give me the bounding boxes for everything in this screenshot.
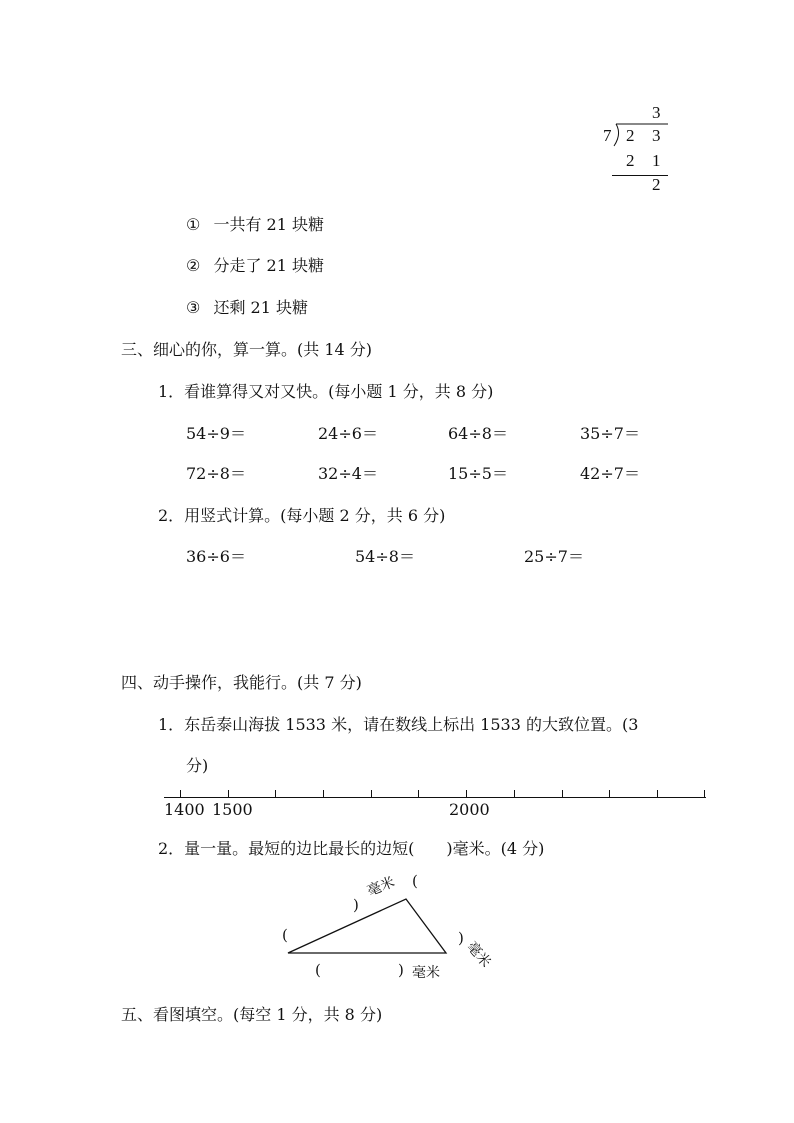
number-line-tick xyxy=(371,790,372,798)
number-line-tick xyxy=(228,790,229,798)
vertical-calc-item: 25÷7＝ xyxy=(524,547,584,566)
number-line-label: 1400 xyxy=(164,800,205,819)
section-4-q2-title: 2．量一量。最短的边比最长的边短( )毫米。(4 分) xyxy=(158,839,545,858)
calc-item: 32÷4＝ xyxy=(318,464,378,483)
calc-item: 35÷7＝ xyxy=(580,424,640,443)
paren-open: ( xyxy=(315,961,321,979)
number-line-tick xyxy=(514,790,515,798)
division-bracket xyxy=(610,122,670,148)
option-3 xyxy=(186,295,308,318)
vertical-calc-item: 36÷6＝ xyxy=(186,547,246,566)
option-text: 还剩 21 块糖 xyxy=(213,298,308,317)
calc-item: 72÷8＝ xyxy=(186,464,246,483)
section-3-heading: 三、细心的你，算一算。(共 14 分) xyxy=(121,340,373,359)
section-3-q1-title: 1．看谁算得又对又快。(每小题 1 分，共 8 分) xyxy=(158,382,494,401)
quotient-digit: 3 xyxy=(652,103,661,122)
option-text: 分走了 21 块糖 xyxy=(213,256,324,275)
calc-item: 54÷9＝ xyxy=(186,424,246,443)
calc-item: 64÷8＝ xyxy=(448,424,508,443)
number-line-label: 1500 xyxy=(212,800,253,819)
calc-item: 15÷5＝ xyxy=(448,464,508,483)
number-line-tick xyxy=(323,790,324,798)
section-3-q2-title: 2．用竖式计算。(每小题 2 分，共 6 分) xyxy=(158,506,446,525)
paren-close: ) xyxy=(353,896,359,914)
option-mark: ③ xyxy=(186,298,201,317)
number-line-tick xyxy=(466,790,467,798)
number-line-tick xyxy=(275,790,276,798)
side-unit-label: 毫米 xyxy=(412,965,440,981)
option-mark: ① xyxy=(186,215,201,234)
option-mark: ② xyxy=(186,256,201,275)
number-line-axis xyxy=(164,797,706,798)
number-line-label: 2000 xyxy=(449,800,490,819)
calc-item: 42÷7＝ xyxy=(580,464,640,483)
number-line-tick xyxy=(609,790,610,798)
number-line-tick xyxy=(704,790,705,798)
number-line-tick xyxy=(418,790,419,798)
number-line-tick xyxy=(180,790,181,798)
dividend-ones-digit: 3 xyxy=(652,126,661,145)
option-2 xyxy=(186,253,324,276)
section-4-q1-line2: 分) xyxy=(186,756,209,775)
side-unit-label: 毫米 xyxy=(365,874,398,900)
option-text: 一共有 21 块糖 xyxy=(213,215,324,234)
section-4-heading: 四、动手操作，我能行。(共 7 分) xyxy=(121,673,362,692)
paren-open: ( xyxy=(412,872,418,890)
divisor-digit: 7 xyxy=(603,126,612,145)
paren-open: ( xyxy=(282,926,288,944)
side-unit-label: 毫米 xyxy=(463,938,494,971)
dividend-tens-digit: 2 xyxy=(626,126,635,145)
paren-close: ) xyxy=(458,929,464,947)
section-5-heading: 五、看图填空。(每空 1 分，共 8 分) xyxy=(121,1005,383,1024)
calc-item: 24÷6＝ xyxy=(318,424,378,443)
section-4-q1-line1: 1．东岳泰山海拔 1533 米，请在数线上标出 1533 的大致位置。(3 xyxy=(158,715,639,734)
vertical-calc-item: 54÷8＝ xyxy=(355,547,415,566)
product-tens-digit: 2 xyxy=(626,151,635,170)
number-line-tick xyxy=(657,790,658,798)
number-line-tick xyxy=(562,790,563,798)
option-1 xyxy=(186,212,324,235)
paren-close: ) xyxy=(398,961,404,979)
remainder-digit: 2 xyxy=(652,175,661,194)
product-ones-digit: 1 xyxy=(652,151,661,170)
